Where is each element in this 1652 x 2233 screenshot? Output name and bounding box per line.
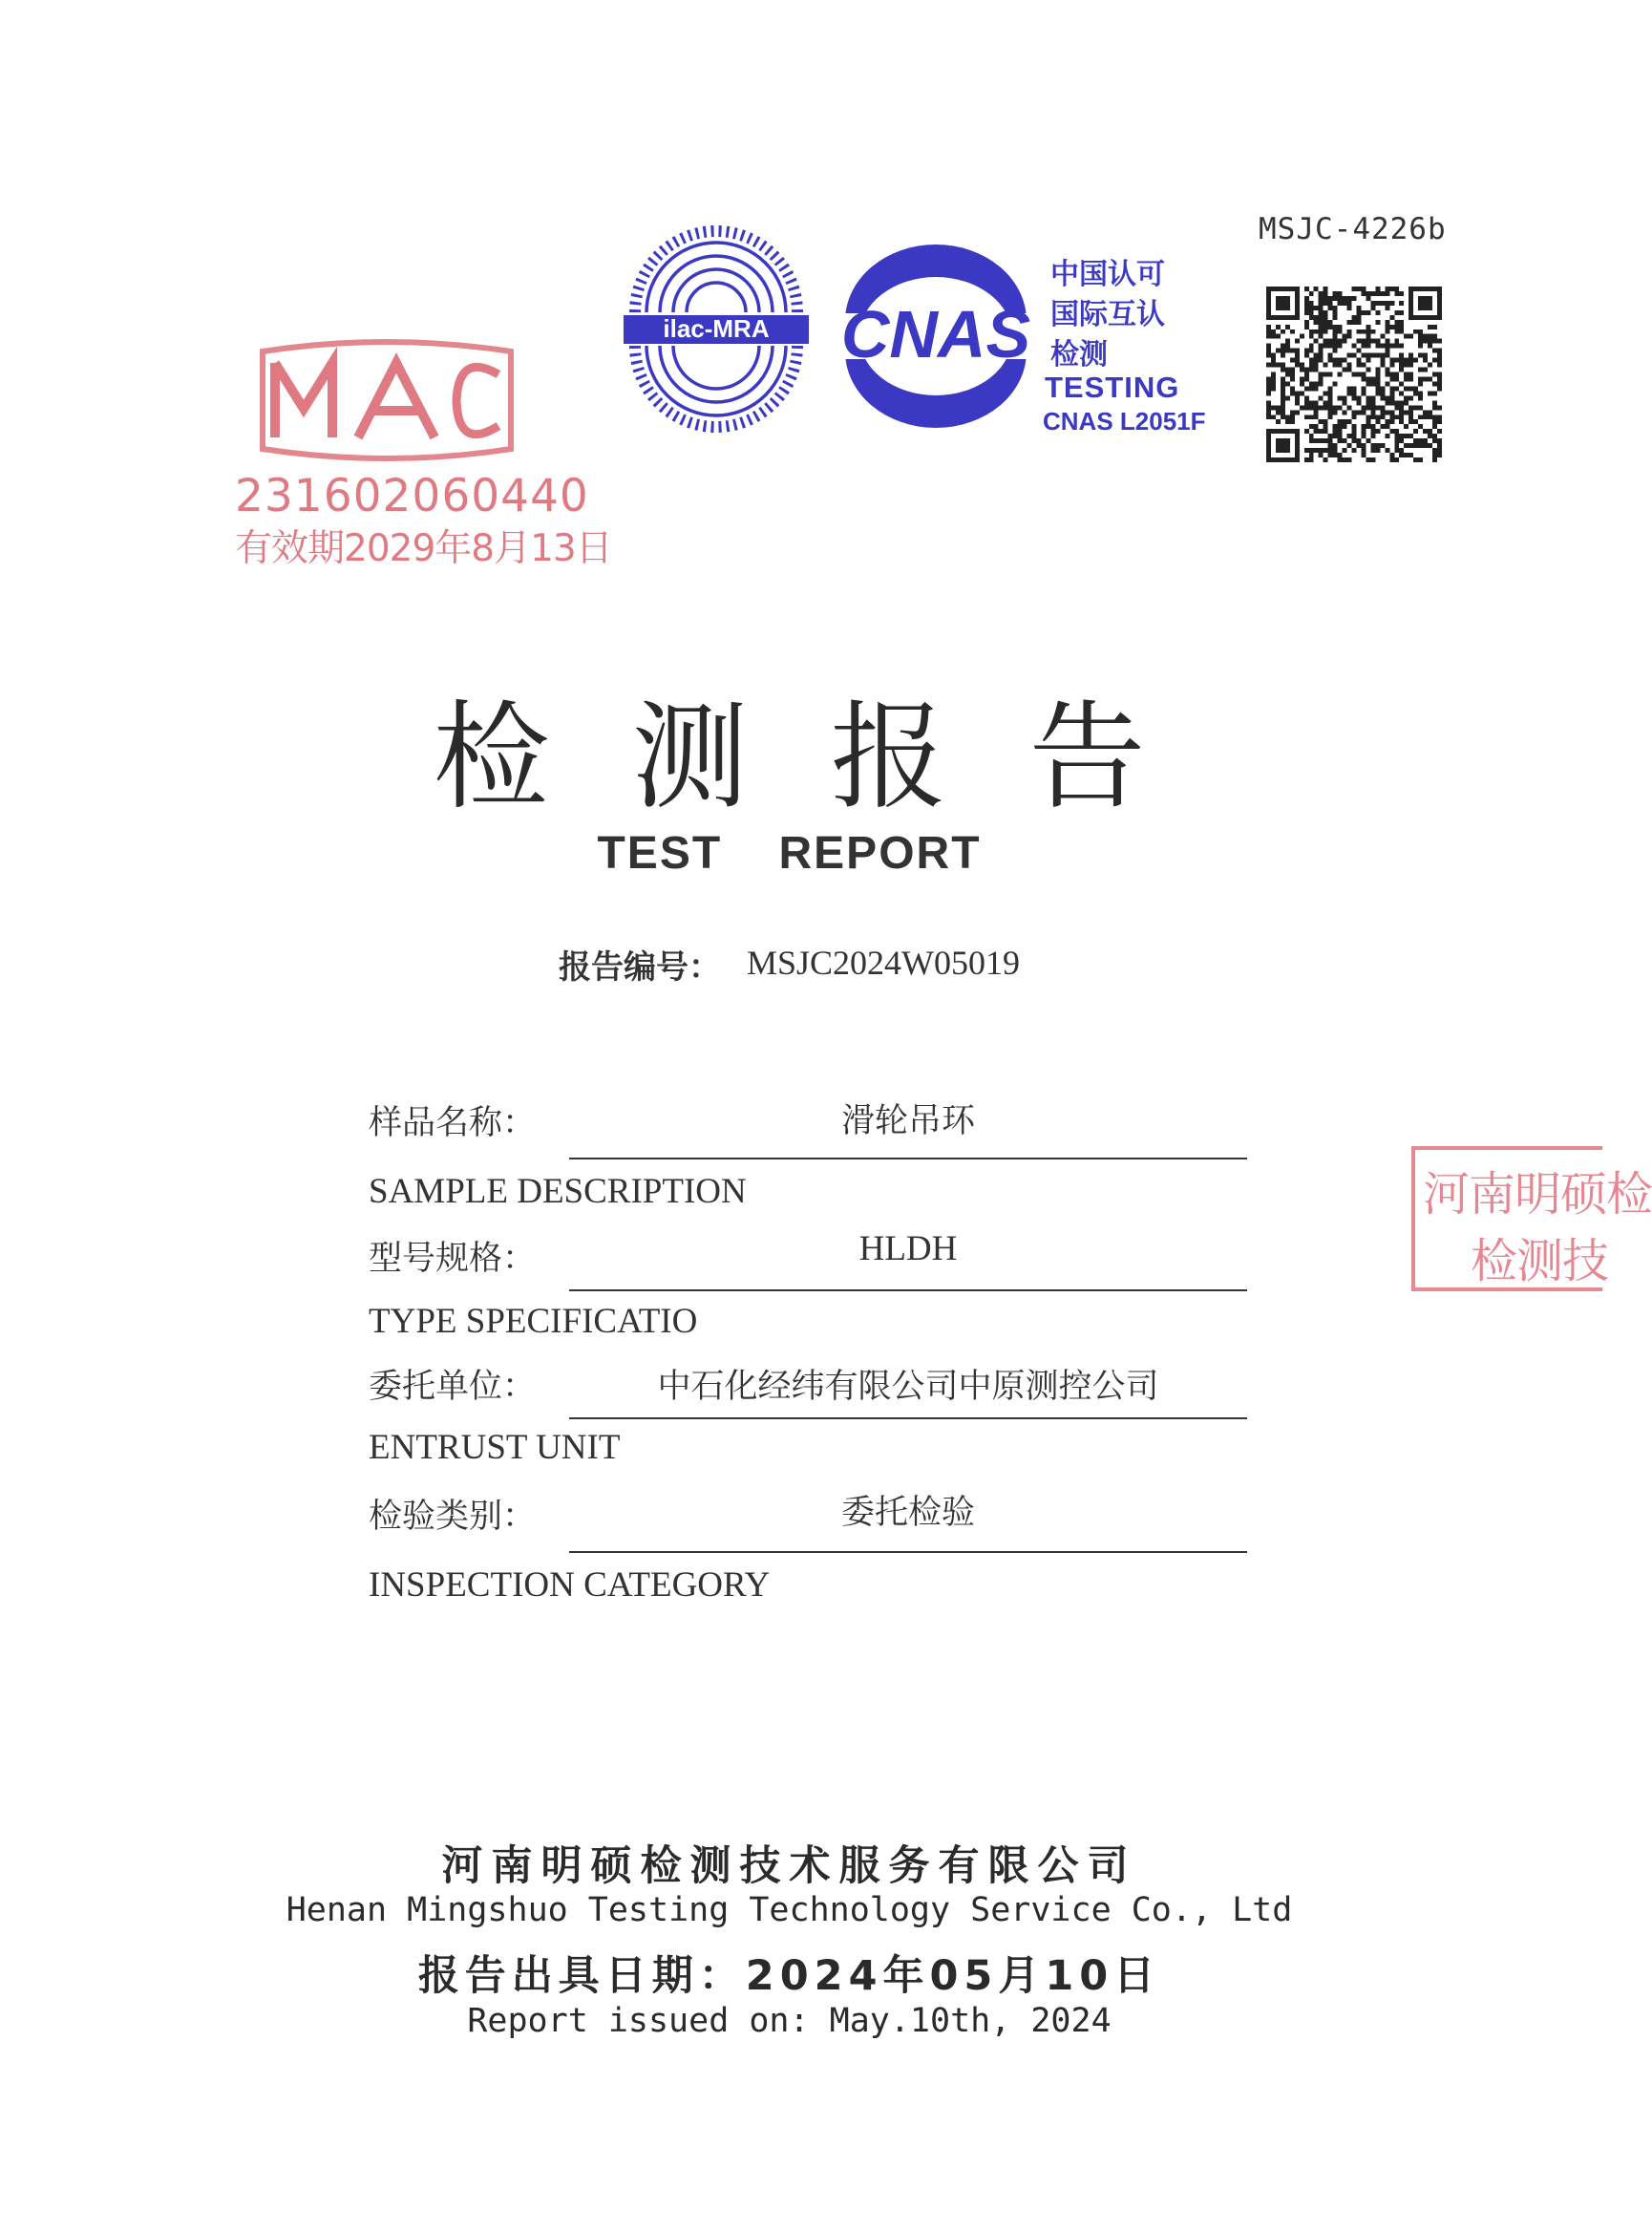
sample-name-underline xyxy=(569,1158,1247,1159)
sample-name-label-cn: 样品名称： xyxy=(369,1104,537,1142)
ilac-mra-seal xyxy=(616,222,816,432)
company-name-cn: 河南明硕检测技术服务有限公司 xyxy=(441,1842,1137,1890)
company-seal-line-2: 检测技 xyxy=(1471,1234,1609,1288)
entrust-unit-label-cn: 委托单位： xyxy=(369,1368,537,1406)
cnas-logo xyxy=(821,245,1050,426)
ilac-mra-text: ilac-MRA xyxy=(663,314,770,343)
issue-date-cn: 报告出具日期：2024年05月10日 xyxy=(417,1952,1161,2000)
cma-validity-date: 有效期2029年8月13日 xyxy=(235,527,612,570)
report-number-label: 报告编号： xyxy=(559,948,721,987)
inspection-category-label-en: INSPECTION CATEGORY xyxy=(369,1565,771,1605)
type-spec-value: HLDH xyxy=(858,1229,958,1268)
inspection-category-underline xyxy=(569,1551,1247,1553)
company-seal-line-1: 河南明硕检 xyxy=(1423,1167,1652,1222)
type-spec-label-en: TYPE SPECIFICATIO xyxy=(369,1302,698,1341)
entrust-unit-value: 中石化经纬有限公司中原测控公司 xyxy=(657,1368,1159,1406)
qr-code xyxy=(1266,287,1442,462)
inspection-category-label-cn: 检验类别： xyxy=(369,1498,537,1536)
report-title-cn: 检测报告 xyxy=(433,690,1228,825)
cnas-cn-line-1: 中国认可 xyxy=(1050,258,1165,291)
type-spec-underline xyxy=(569,1289,1247,1291)
type-spec-label-cn: 型号规格： xyxy=(369,1240,537,1278)
inspection-category-value: 委托检验 xyxy=(840,1494,975,1532)
document-code: MSJC-4226b xyxy=(1259,212,1447,246)
company-name-en: Henan Mingshuo Testing Technology Service Co., Ltd xyxy=(286,1891,1293,1929)
cnas-cn-line-3: 检测 xyxy=(1050,338,1108,372)
cnas-testing-label: TESTING xyxy=(1045,371,1180,404)
report-number: MSJC2024W05019 xyxy=(747,944,1021,982)
sample-name-label-en: SAMPLE DESCRIPTION xyxy=(369,1172,747,1211)
entrust-unit-underline xyxy=(569,1417,1247,1419)
cma-certificate-number: 231602060440 xyxy=(235,470,589,522)
issue-date-en: Report issued on: May.10th, 2024 xyxy=(467,2002,1112,2040)
sample-name-value: 滑轮吊环 xyxy=(840,1102,975,1140)
cnas-cn-line-2: 国际互认 xyxy=(1050,298,1165,331)
cnas-accreditation-code: CNAS L2051F xyxy=(1043,407,1206,436)
report-title-en: TEST REPORT xyxy=(597,828,982,879)
entrust-unit-label-en: ENTRUST UNIT xyxy=(369,1428,621,1467)
cnas-logo-text: CNAS xyxy=(840,297,1031,372)
